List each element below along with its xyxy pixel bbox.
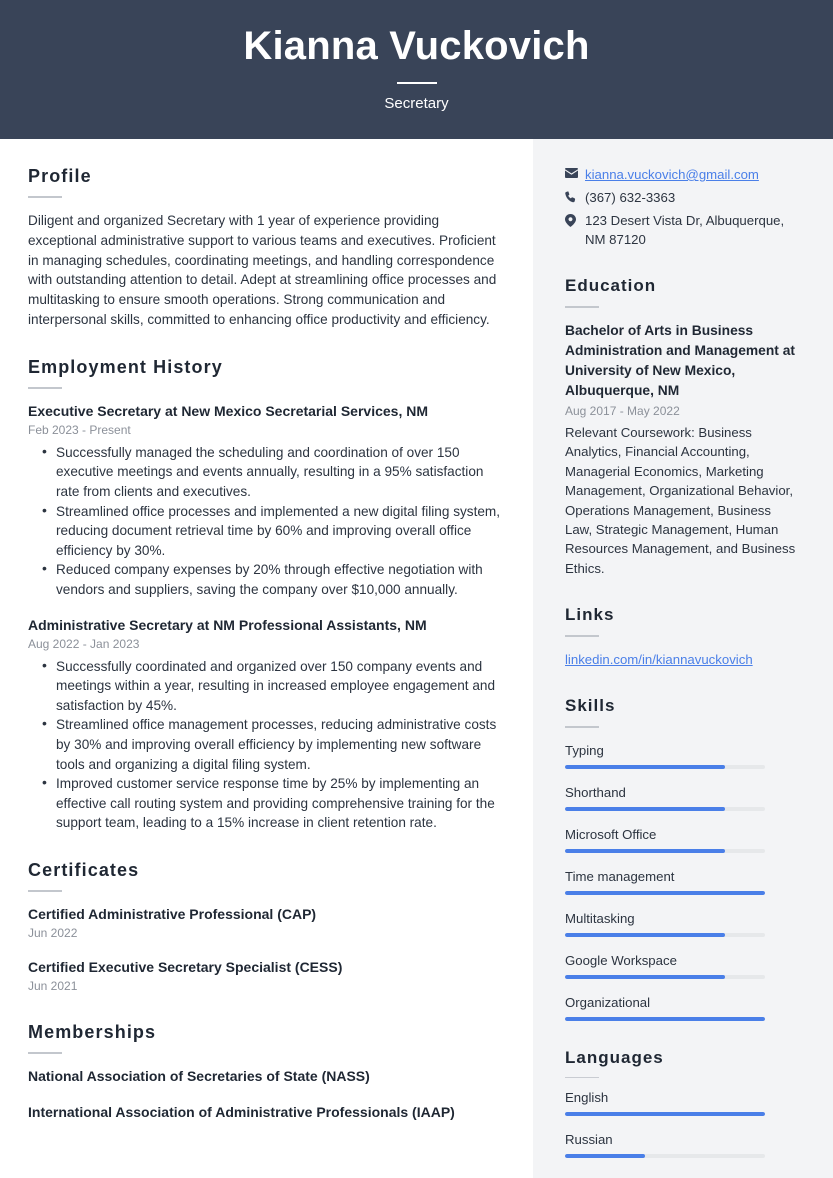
certificate-date: Jun 2021 <box>28 978 78 993</box>
skill-item <box>565 909 797 937</box>
section-heading-languages: Languages <box>565 1048 664 1068</box>
list-item: • Streamlined office processes and implemented a new digital filing system, reducing document retrieval time by 60% and improving overall office efficiency by 30%. <box>28 502 505 561</box>
language-item <box>565 1088 797 1116</box>
section-heading-education: Education <box>565 276 657 295</box>
skill-item <box>565 741 797 769</box>
list-item: • Streamlined office management processes, reducing administrative costs by 30% and improving overall efficiency by implementing new software tools and organizing a digital filing system. <box>28 715 505 774</box>
section-rule <box>565 306 599 308</box>
list-item: • Successfully managed the scheduling and coordination of over 150 executive meetings and events annually, resulting in a 95% satisfaction rate from clients and executives. <box>28 443 505 502</box>
language-item <box>565 1130 797 1158</box>
skill-bar-fill <box>565 975 725 979</box>
section-rule <box>565 726 599 728</box>
linkedin-link[interactable]: linkedin.com/in/kiannavuckovich <box>565 652 753 668</box>
skill-bar-fill <box>565 849 725 853</box>
sidebar-column <box>533 139 833 1178</box>
resume-body <box>0 139 833 1178</box>
header-divider <box>397 82 437 84</box>
profile-summary-text: Diligent and organized Secretary with 1 year of experience providing exceptional administrative support to various teams and executives. Proficient in managing schedules, coordinating meetings, and handling correspondence with outstanding attention to detail. Adept at streamlining office processes and multitasking to ensure smooth operations. Strong communication and interpersonal skills, committed to enhancing office productivity and efficiency. <box>28 213 497 327</box>
employment-entry <box>28 616 505 833</box>
header-subtitle: Secretary <box>384 95 449 112</box>
job-title: Executive Secretary at New Mexico Secretarial Services, NM <box>28 402 428 419</box>
skill-bar-track <box>565 975 765 979</box>
language-bar-track <box>565 1154 765 1158</box>
skill-item <box>565 825 797 853</box>
section-profile <box>28 165 505 330</box>
employment-entry <box>28 402 505 600</box>
language-bar-fill <box>565 1112 765 1116</box>
job-title: Administrative Secretary at NM Professional Assistants, NM <box>28 616 427 633</box>
skill-bar-track <box>565 765 765 769</box>
skill-label: Multitasking <box>565 911 635 927</box>
contact-row-address <box>565 211 797 249</box>
section-rule <box>28 1052 62 1054</box>
section-rule <box>28 387 62 389</box>
section-certificates <box>28 859 505 995</box>
skill-label: Organizational <box>565 995 651 1011</box>
skill-bar-track <box>565 891 765 895</box>
skill-label: Google Workspace <box>565 953 677 969</box>
section-skills <box>565 695 797 1021</box>
section-heading-employment: Employment History <box>28 356 223 377</box>
main-column <box>0 139 533 1178</box>
section-rule <box>28 196 62 198</box>
page-title: Kianna Vuckovich <box>243 24 590 68</box>
section-memberships <box>28 1021 505 1121</box>
job-bullet-list <box>28 657 505 833</box>
skill-bar-track <box>565 807 765 811</box>
section-heading-links: Links <box>565 605 615 625</box>
list-item: • Reduced company expenses by 20% through effective negotiation with vendors and suppliers, saving the company over $10,000 annually. <box>28 560 505 599</box>
job-dates: Aug 2022 - Jan 2023 <box>28 636 140 651</box>
envelope-icon <box>565 165 585 178</box>
skill-item <box>565 951 797 979</box>
language-label: English <box>565 1090 609 1106</box>
skill-bar-fill <box>565 891 765 895</box>
job-bullet-list <box>28 443 505 600</box>
skill-label: Typing <box>565 743 604 759</box>
skill-label: Shorthand <box>565 785 626 801</box>
section-languages <box>565 1047 797 1158</box>
skill-item <box>565 867 797 895</box>
certificate-date: Jun 2022 <box>28 925 78 940</box>
list-item: • Successfully coordinated and organized over 150 company events and meetings within a year, resulting in increased employee engagement and satisfaction by 45%. <box>28 657 505 716</box>
skill-bar-fill <box>565 765 725 769</box>
skill-bar-fill <box>565 1017 765 1021</box>
section-employment-history <box>28 356 505 833</box>
skill-item <box>565 993 797 1021</box>
section-rule <box>565 635 599 637</box>
contact-list <box>565 165 797 249</box>
list-item: • Improved customer service response time by 25% by implementing an effective call routing system and providing comprehensive training for the support team, leading to a 15% increase in client retention rate. <box>28 774 505 833</box>
section-rule <box>565 1077 599 1078</box>
skill-label: Microsoft Office <box>565 827 657 843</box>
resume-header <box>0 0 833 139</box>
language-bar-fill <box>565 1154 645 1158</box>
section-heading-skills: Skills <box>565 696 616 716</box>
membership-item: International Association of Administrative Professionals (IAAP) <box>28 1103 455 1120</box>
address-text: 123 Desert Vista Dr, Albuquerque, NM 87120 <box>585 213 785 247</box>
job-dates: Feb 2023 - Present <box>28 422 131 437</box>
phone-icon <box>565 188 585 203</box>
section-heading-certificates: Certificates <box>28 859 140 880</box>
section-education <box>565 275 797 578</box>
skill-item <box>565 783 797 811</box>
education-dates: Aug 2017 - May 2022 <box>565 404 680 418</box>
language-label: Russian <box>565 1132 613 1148</box>
contact-row-email <box>565 165 797 184</box>
certificate-entry <box>28 958 505 995</box>
skill-bar-track <box>565 849 765 853</box>
membership-item: National Association of Secretaries of State (NASS) <box>28 1067 370 1084</box>
phone-number: (367) 632-3363 <box>585 190 676 205</box>
language-bar-track <box>565 1112 765 1116</box>
skill-label: Time management <box>565 869 675 885</box>
skill-bar-fill <box>565 807 725 811</box>
location-pin-icon <box>565 211 585 227</box>
section-heading-profile: Profile <box>28 166 92 186</box>
skill-bar-fill <box>565 933 725 937</box>
section-rule <box>28 890 62 892</box>
email-link[interactable]: kianna.vuckovich@gmail.com <box>585 167 759 182</box>
certificate-name: Certified Administrative Professional (CAP) <box>28 905 317 922</box>
education-degree: Bachelor of Arts in Business Administration and Management at University of New Mexico, Albuquerque, NM <box>565 323 795 398</box>
education-description: Relevant Coursework: Business Analytics, Financial Accounting, Managerial Economics, Marketing Management, Organizational Behavior, Operations Management, Business Law, Strategic Management, Human Resources Management, and Business Ethics. <box>565 425 796 576</box>
skill-bar-track <box>565 933 765 937</box>
section-links <box>565 604 797 669</box>
section-heading-memberships: Memberships <box>28 1021 157 1042</box>
certificate-entry <box>28 905 505 942</box>
contact-row-phone <box>565 188 797 207</box>
skill-bar-track <box>565 1017 765 1021</box>
certificate-name: Certified Executive Secretary Specialist (CESS) <box>28 958 343 975</box>
